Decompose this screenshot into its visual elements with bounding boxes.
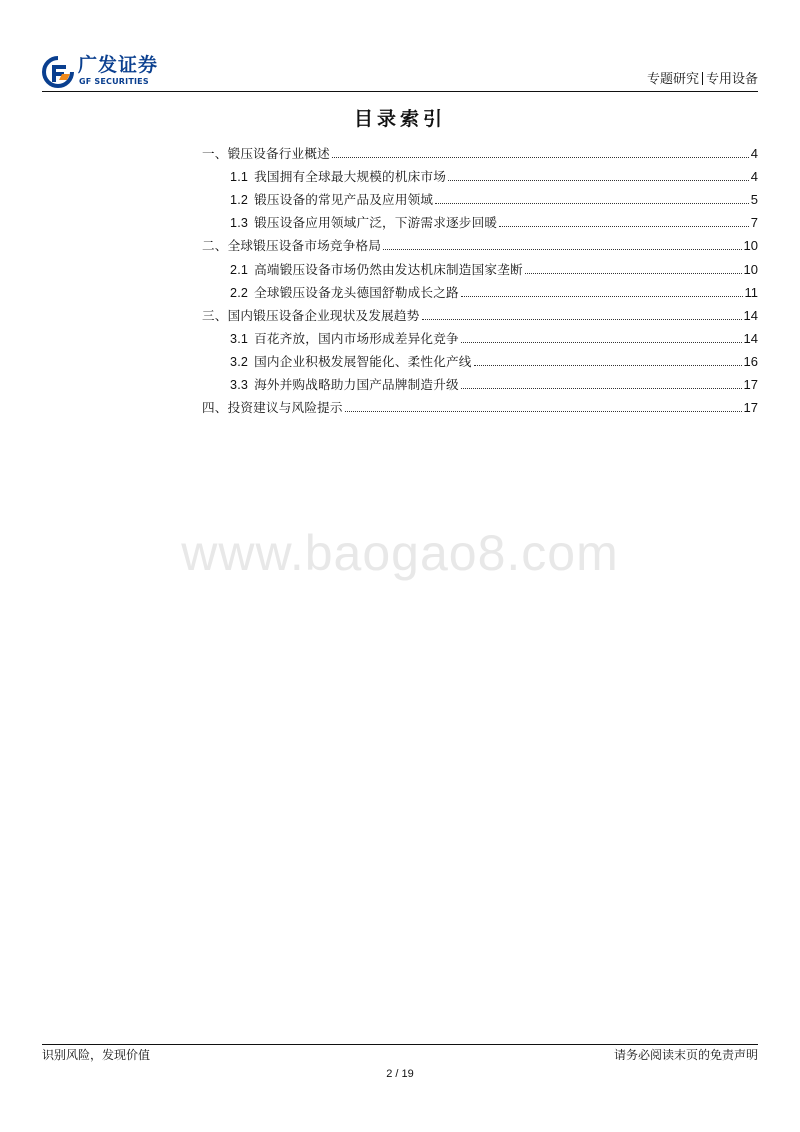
header-separator <box>702 72 703 85</box>
footer-divider <box>42 1044 758 1045</box>
toc-entry-text: 锻压设备应用领域广泛，下游需求逐步回暖 <box>254 215 498 231</box>
toc-entry-text: 百花齐放，国内市场形成差异化竞争 <box>254 330 459 346</box>
toc-entry-text: 国内企业积极发展智能化、柔性化产线 <box>254 353 472 369</box>
toc-entry-page: 17 <box>743 400 758 416</box>
toc-entry-text: 全球锻压设备龙头德国舒勒成长之路 <box>254 284 459 300</box>
toc-entry-page: 16 <box>743 353 758 369</box>
toc-entry-text: 三、国内锻压设备企业现状及发展趋势 <box>202 307 420 323</box>
toc-entry-label <box>230 331 459 347</box>
toc-entry[interactable] <box>202 347 758 370</box>
gf-logo-icon <box>42 56 74 88</box>
toc-entry[interactable] <box>202 324 758 347</box>
header-divider <box>42 91 758 92</box>
toc-entry-number: 3.3 <box>230 378 249 393</box>
toc-dot-leader <box>474 365 742 366</box>
toc-entry-label <box>230 354 472 370</box>
toc-entry-label <box>230 262 523 278</box>
toc-dot-leader <box>435 203 749 204</box>
toc-dot-leader <box>448 180 749 181</box>
toc-entry-label <box>230 169 446 185</box>
toc-dot-leader <box>461 342 742 343</box>
toc-entry-number: 1.3 <box>230 216 249 231</box>
watermark: www.baogao8.com <box>181 525 619 581</box>
toc-dot-leader <box>345 411 742 412</box>
toc-entry-page: 11 <box>744 284 758 300</box>
logo-name-en: GF SECURITIES <box>79 77 149 86</box>
toc-entry-label <box>202 308 420 324</box>
toc-entry-page: 14 <box>743 307 758 323</box>
toc-entry-page: 14 <box>743 330 758 346</box>
toc-entry-text: 锻压设备的常见产品及应用领域 <box>254 192 434 208</box>
toc-dot-leader <box>461 296 743 297</box>
toc-dot-leader <box>525 273 742 274</box>
toc-entry[interactable] <box>202 185 758 208</box>
toc-entry-text: 二、全球锻压设备市场竞争格局 <box>202 238 382 254</box>
toc-entry-number: 3.2 <box>230 354 249 369</box>
toc-entry-page: 4 <box>750 146 758 162</box>
footer-slogan: 识别风险，发现价值 <box>42 1048 151 1062</box>
toc-entry[interactable] <box>202 301 758 324</box>
toc-dot-leader <box>499 226 749 227</box>
toc-entry-label <box>202 146 330 162</box>
table-of-contents <box>202 139 758 416</box>
toc-entry-label <box>230 215 497 231</box>
toc-entry[interactable] <box>202 254 758 277</box>
page-title: 目录索引 <box>353 108 446 130</box>
sector-name: 专用设备 <box>705 72 758 87</box>
toc-dot-leader <box>332 157 749 158</box>
report-category <box>647 71 758 88</box>
toc-entry[interactable] <box>202 278 758 301</box>
toc-entry[interactable] <box>202 393 758 416</box>
toc-entry-number: 2.1 <box>230 262 249 277</box>
toc-entry-label <box>202 400 343 416</box>
toc-entry-number: 3.1 <box>230 331 249 346</box>
toc-entry-label <box>230 377 459 393</box>
toc-entry-page: 5 <box>750 192 758 208</box>
toc-dot-leader <box>383 249 741 250</box>
toc-entry-page: 10 <box>743 238 758 254</box>
toc-entry-page: 4 <box>750 169 758 185</box>
page-indicator: 2 / 19 <box>386 1068 414 1080</box>
toc-dot-leader <box>422 319 742 320</box>
company-logo <box>42 54 182 90</box>
footer-disclaimer[interactable]: 请务必阅读末页的免责声明 <box>613 1048 758 1062</box>
toc-entry-page: 7 <box>750 215 758 231</box>
toc-entry-page: 10 <box>743 261 758 277</box>
toc-entry-text: 高端锻压设备市场仍然由发达机床制造国家垄断 <box>254 261 523 277</box>
toc-entry-number: 1.2 <box>230 193 249 208</box>
toc-entry-text: 我国拥有全球最大规模的机床市场 <box>254 169 447 185</box>
toc-entry[interactable] <box>202 208 758 231</box>
toc-entry-number: 2.2 <box>230 285 249 300</box>
toc-entry-label <box>230 285 459 301</box>
toc-entry-text: 一、锻压设备行业概述 <box>202 146 330 162</box>
toc-dot-leader <box>461 388 742 389</box>
toc-entry[interactable] <box>202 162 758 185</box>
toc-entry-text: 四、投资建议与风险提示 <box>202 400 343 416</box>
toc-entry-label <box>202 238 381 254</box>
page-header <box>42 54 758 90</box>
toc-entry-page: 17 <box>743 377 758 393</box>
toc-entry[interactable] <box>202 139 758 162</box>
report-type: 专题研究 <box>646 72 699 87</box>
toc-entry-label <box>230 192 433 208</box>
toc-entry-number: 1.1 <box>230 170 249 185</box>
toc-entry[interactable] <box>202 370 758 393</box>
toc-entry[interactable] <box>202 231 758 254</box>
logo-name-cn: 广发证券 <box>78 54 159 76</box>
toc-entry-text: 海外并购战略助力国产品牌制造升级 <box>254 377 459 393</box>
